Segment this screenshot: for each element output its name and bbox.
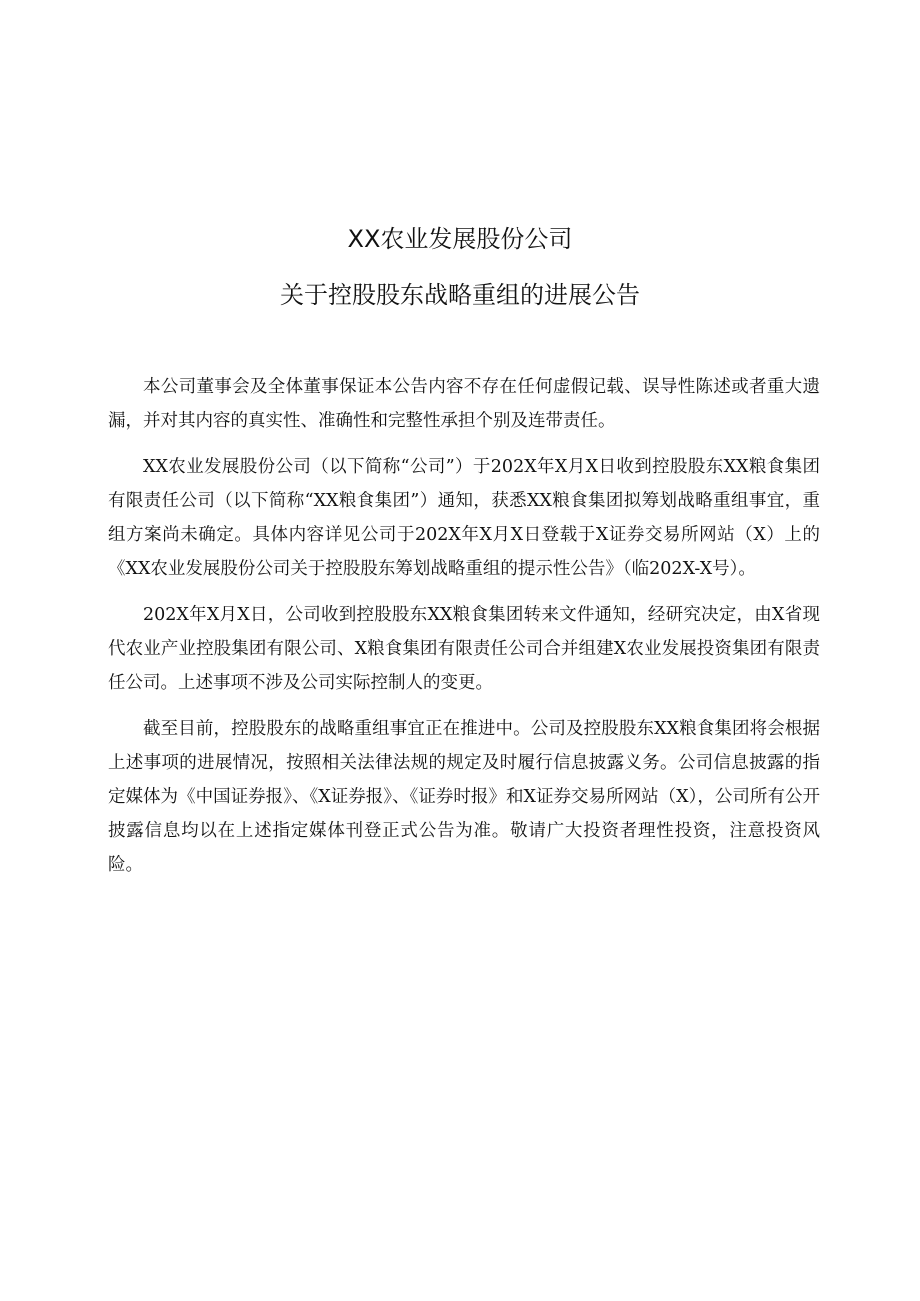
announcement-title xyxy=(0,222,920,312)
announcement-body xyxy=(108,370,820,894)
paragraph-merger-decision: 202X年X月X日，公司收到控股股东XX粮食集团转来文件通知，经研究决定，由X省现代农业产业控股集团有限公司、X粮食集团有限责任公司合并组建X农业发展投资集团有限责任公司。上述事项不涉及公司实际控制人的变更。 xyxy=(108,605,820,693)
paragraph-progress-disclosure: 截至目前，控股股东的战略重组事宜正在推进中。公司及控股股东XX粮食集团将会根据上述事项的进展情况，按照相关法律法规的规定及时履行信息披露义务。公司信息披露的指定媒体为《中国证券报》、《X证券报》、《证券时报》和X证券交易所网站（X），公司所有公开披露信息均以在上述指定媒体刊登正式公告为准。敬请广大投资者理性投资，注意投资风险。 xyxy=(108,719,820,875)
announcement-subject-title: 关于控股股东战略重组的进展公告 xyxy=(280,281,640,309)
paragraph-notice-received: XX农业发展股份公司（以下简称“公司”）于202X年X月X日收到控股股东XX粮食集团有限责任公司（以下简称“XX粮食集团”）通知，获悉XX粮食集团拟筹划战略重组事宜，重组方案尚未确定。具体内容详见公司于202X年X月X日登载于X证券交易所网站（X）上的《XX农业发展股份公司关于控股股东筹划战略重组的提示性公告》（临202X-X号）。 xyxy=(108,457,820,579)
company-name-title: XX农业发展股份公司 xyxy=(347,225,573,253)
paragraph-board-guarantee: 本公司董事会及全体董事保证本公告内容不存在任何虚假记载、误导性陈述或者重大遗漏，并对其内容的真实性、准确性和完整性承担个别及连带责任。 xyxy=(108,377,820,431)
